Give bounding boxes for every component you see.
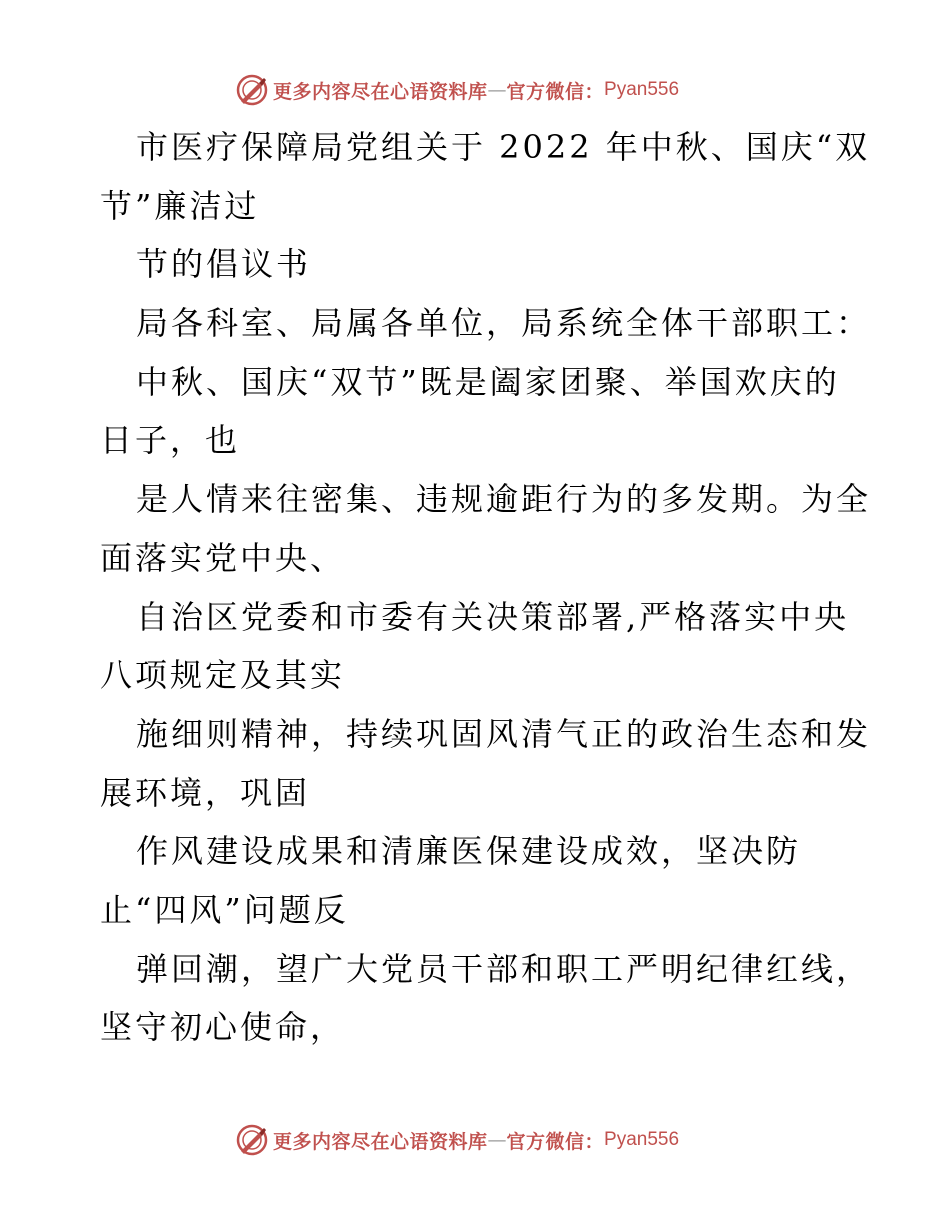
doc-paragraph-line: 自治区党委和市委有关决策部署,严格落实中央 xyxy=(136,597,850,636)
watermark-banner-bottom xyxy=(235,1122,715,1158)
watermark-separator: — xyxy=(487,1129,507,1151)
doc-paragraph-line: 作风建设成果和清廉医保建设成效，坚决防 xyxy=(136,832,802,871)
watermark-text: 更多内容尽在心语资料库 xyxy=(273,80,488,103)
watermark-banner-top xyxy=(235,72,715,108)
doc-salutation: 局各科室、局属各单位，局系统全体干部职工： xyxy=(136,304,872,343)
watermark-text: 更多内容尽在心语资料库 xyxy=(273,1130,488,1153)
doc-paragraph-line: 弹回潮，望广大党员干部和职工严明纪律红线， xyxy=(136,949,872,988)
doc-title-line-3: 节的倡议书 xyxy=(136,245,312,284)
doc-paragraph-line: 中秋、国庆“双节”既是阖家团聚、举国欢庆的 xyxy=(136,362,840,401)
watermark-wechat-id: Pyan556 xyxy=(604,79,680,100)
watermark-separator: — xyxy=(487,79,507,101)
doc-paragraph-line: 止“四风”问题反 xyxy=(100,890,349,929)
doc-title-line-2: 节”廉洁过 xyxy=(100,186,260,225)
watermark-wechat-id: Pyan556 xyxy=(604,1129,680,1150)
doc-paragraph-line: 施细则精神，持续巩固风清气正的政治生态和发 xyxy=(136,714,872,753)
watermark-wechat-label: 官方微信： xyxy=(506,80,605,103)
doc-title-line-1: 市医疗保障局党组关于 2022 年中秋、国庆“双 xyxy=(136,128,871,166)
doc-paragraph-line: 日子，也 xyxy=(100,421,241,460)
doc-paragraph-line: 八项规定及其实 xyxy=(100,656,346,695)
pen-logo-icon xyxy=(235,1123,269,1157)
watermark-wechat-label: 官方微信： xyxy=(506,1130,605,1153)
doc-paragraph-line: 面落实党中央、 xyxy=(100,538,346,577)
doc-paragraph-line: 展环境，巩固 xyxy=(100,773,311,812)
document-body xyxy=(100,118,872,1057)
doc-paragraph-line: 是人情来往密集、违规逾距行为的多发期。为全 xyxy=(136,480,872,519)
pen-logo-icon xyxy=(235,73,269,107)
doc-paragraph-line: 坚守初心使命， xyxy=(100,1008,346,1047)
